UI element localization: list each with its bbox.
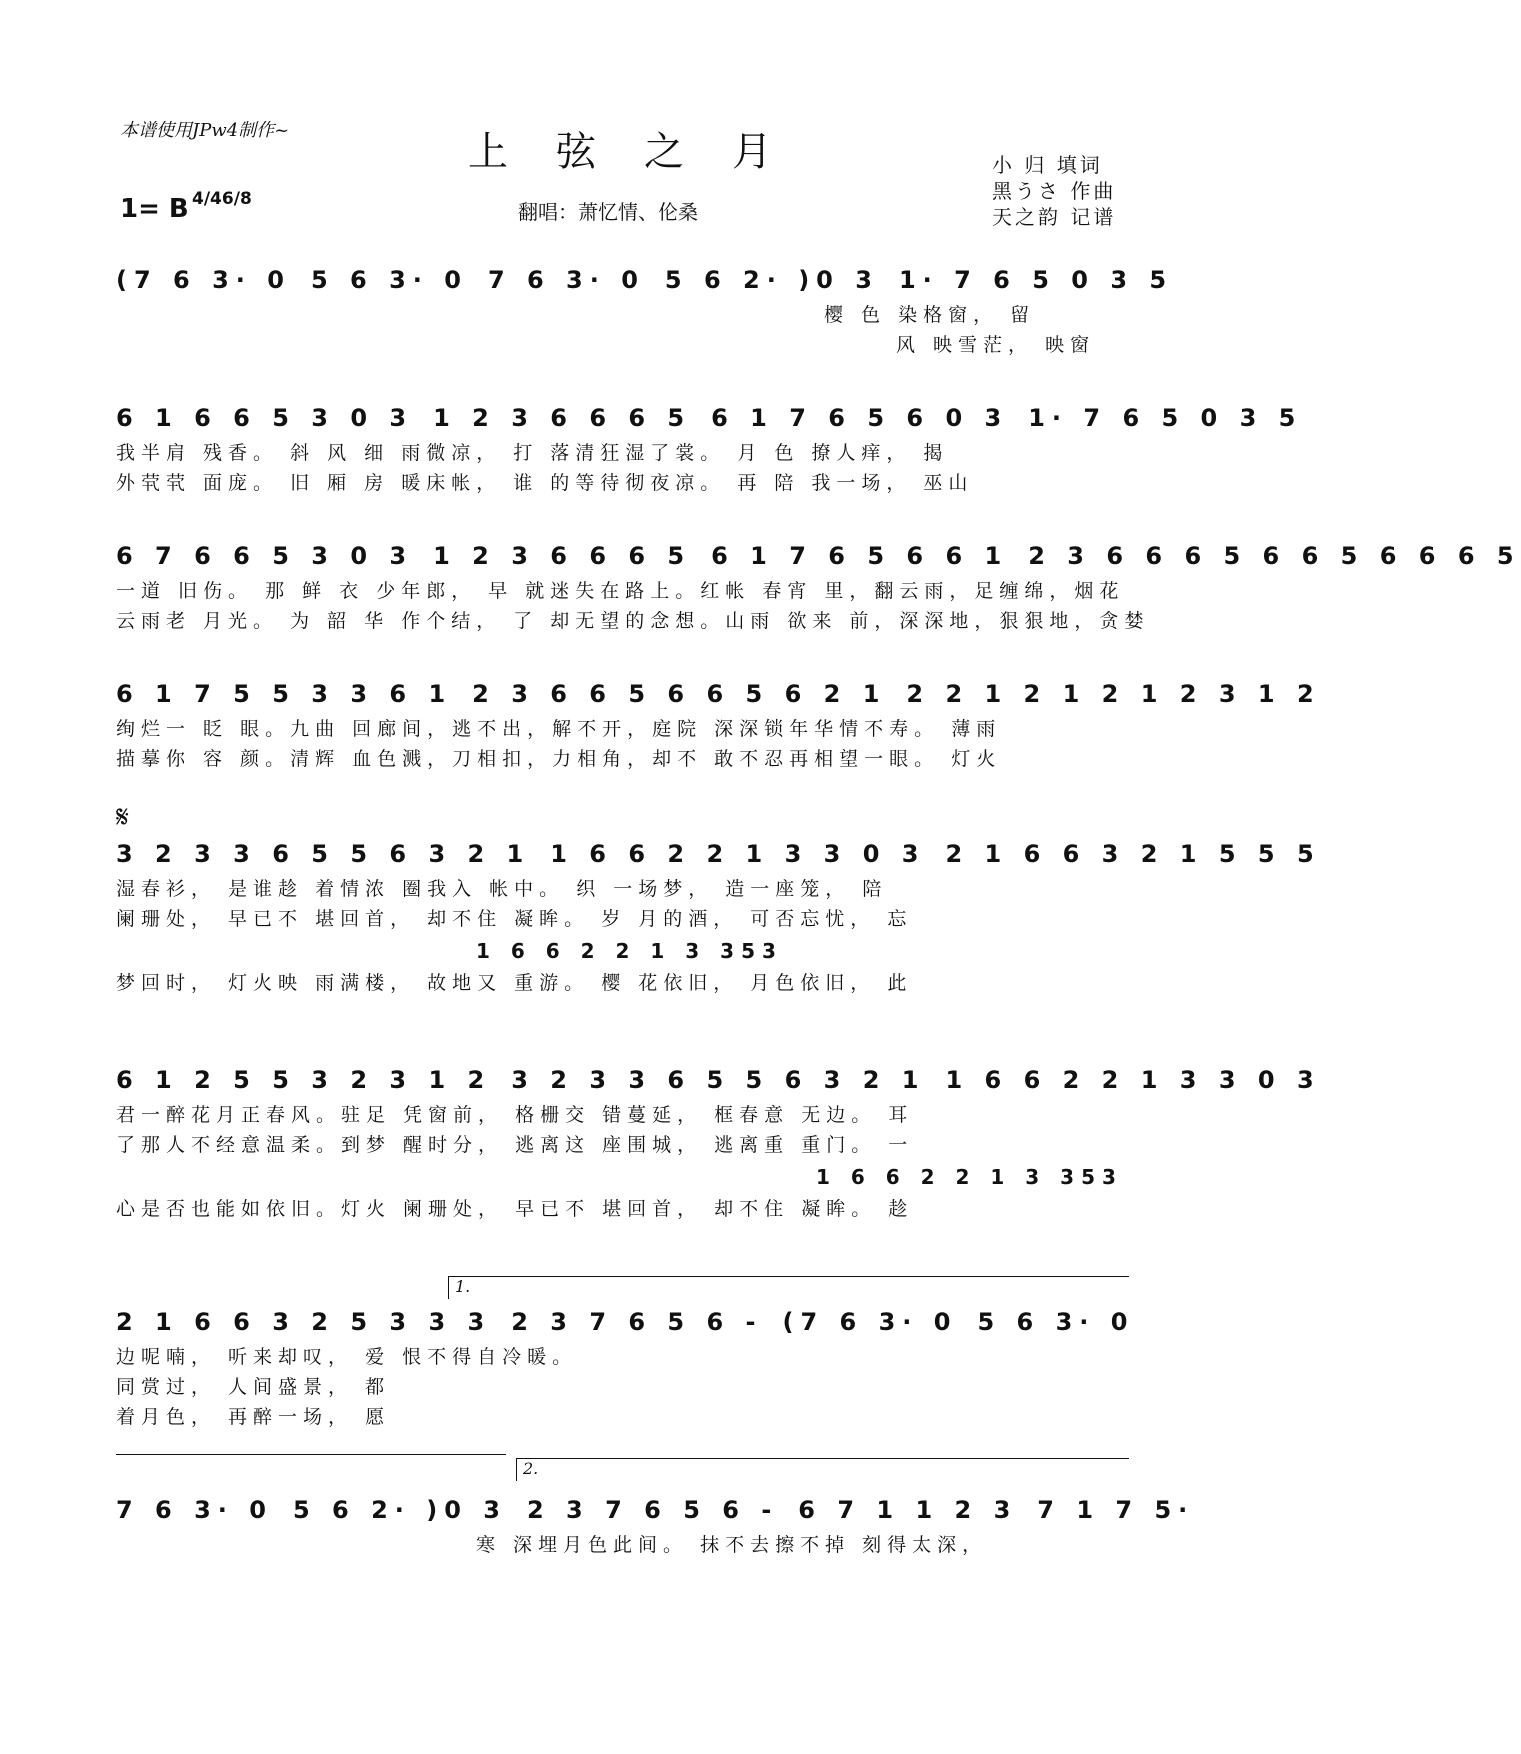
measure: 1 6 6 2 2 1 3 3 0 3	[945, 1066, 1321, 1094]
lyric-verse-1: 樱 色 染格窗， 留	[824, 304, 1036, 326]
lyric-verse-2: 阑珊处， 早已不 堪回首， 却不住 凝眸。 岁 月的酒， 可否忘忧， 忘	[116, 908, 913, 930]
lyric-verse-1: 绚烂一 眨 眼。九曲 回廊间，逃不出，解不开，庭院 深深锁年华情不寿。 薄雨	[116, 718, 1002, 740]
alternate-notation-line	[116, 1160, 1126, 1194]
measure: 5 6 2· )0 3	[292, 1496, 507, 1524]
measure: 5 6 2· )0 3	[664, 266, 879, 294]
measure: 3 2 3 3 6 5 5 6 3 2 1	[116, 840, 531, 868]
alternate-measure: 1 6 6 2 2 1 3 353	[476, 939, 783, 963]
time-signature-b: 6/8	[221, 189, 252, 209]
measure: 2 3 7 6 5 6 -	[527, 1496, 779, 1524]
song-title: 上弦之月	[468, 129, 820, 175]
staff-system-8	[116, 1490, 1195, 1560]
staff-system-5	[116, 800, 1321, 998]
lyric-verse-2: 风 映雪茫， 映窗	[896, 334, 1096, 356]
notation-line	[116, 398, 1303, 438]
lyric-verse-1: 君一醉花月正春风。驻足 凭窗前， 格栅交 错蔓延， 框春意 无边。 耳	[116, 1104, 914, 1126]
measure: 6 1 6 6 5 3 0 3	[116, 404, 414, 432]
measure: 1 2 3 6 6 6 5	[433, 404, 692, 432]
first-ending-bracket	[448, 1276, 1129, 1299]
lyric-verse-3: 梦回时， 灯火映 雨满楼， 故地又 重游。 樱 花依旧， 月色依旧， 此	[116, 972, 913, 994]
staff-system-1	[116, 260, 1174, 360]
measure: 6 1 7 5 5 3 3 6 1	[116, 680, 453, 708]
lyric-verse-2: 描摹你 容 颜。清辉 血色溅，刀相扣，力相角，却不 敢不忍再相望一眼。 灯火	[116, 748, 1002, 770]
lyric-verse-2: 云雨老 月光。 为 韶 华 作个结， 了 却无望的念想。山雨 欲来 前，深深地，狠狠地，贪婪	[116, 610, 1150, 632]
measure: 2 3 7 6 5 6 -	[511, 1308, 763, 1336]
lyric-verse-1: 我半肩 残香。 斜 风 细 雨微凉， 打 落清狂湿了裳。 月 色 撩人痒， 揭	[116, 442, 949, 464]
notation-line	[116, 1060, 1321, 1100]
alternate-notation-line	[116, 934, 1126, 968]
measure: 1 2 3 6 6 6 5	[433, 542, 692, 570]
credits-block	[992, 152, 1116, 230]
lyricist-credit: 小 归 填词	[992, 153, 1103, 177]
measure: 6 7 1 1 2 3	[798, 1496, 1018, 1524]
singer-credit: 翻唱：萧忆情、伦桑	[518, 200, 698, 224]
measure: 3 2 3 3 6 5 5 6 3 2 1	[511, 1066, 926, 1094]
staff-system-4	[116, 674, 1321, 774]
notation-line	[116, 834, 1321, 874]
lyric-verse-3: 心是否也能如依旧。灯火 阑珊处， 早已不 堪回首， 却不住 凝眸。 趁	[116, 1198, 914, 1220]
lyric-verse-2: 同赏过， 人间盛景， 都	[116, 1376, 391, 1398]
alternate-measure: 1 6 6 2 2 1 3 353	[816, 1165, 1123, 1189]
notation-line	[116, 536, 1521, 576]
transcriber-credit: 天之韵 记谱	[992, 205, 1117, 229]
measure: 2 1 6 6 3 2 5 3 3 3	[116, 1308, 492, 1336]
measure: 6 1 2 5 5 3 2 3 1 2	[116, 1066, 492, 1094]
first-ending-continuation	[116, 1454, 506, 1455]
software-credit-note: 本谱使用JPw4制作~	[120, 120, 290, 141]
staff-system-6	[116, 1060, 1321, 1224]
segno-sign: 𝄋	[116, 800, 129, 835]
second-ending-label: 2.	[523, 1459, 539, 1478]
measure: 7 6 3· 0	[116, 1496, 273, 1524]
staff-system-7	[116, 1302, 1135, 1432]
composer-credit: 黑うさ 作曲	[992, 179, 1117, 203]
staff-system-2	[116, 398, 1303, 498]
lyric-verse-2: 外茕茕 面庞。 旧 厢 房 暖床帐， 谁 的等待彻夜凉。 再 陪 我一场， 巫山	[116, 472, 974, 494]
measure: 2 1 6 6 3 2 1 5 5 5	[945, 840, 1321, 868]
notation-line	[116, 1302, 1135, 1342]
lyric-verse-1: 边呢喃， 听来却叹， 爱 恨不得自冷暖。	[116, 1346, 578, 1368]
measure: (7 6 3· 0	[782, 1308, 958, 1336]
lyric-verse-3: 着月色， 再醉一场， 愿	[116, 1406, 391, 1428]
measure: 2 2 1 2 1 2 1 2 3 1 2	[906, 680, 1321, 708]
measure: (7 6 3· 0	[116, 266, 291, 294]
measure: 1· 7 6 5 0 3 5	[1028, 404, 1303, 432]
measure: 6 1 7 6 5 6 6 1	[711, 542, 1009, 570]
time-signatures	[192, 189, 252, 209]
lyric-verse-2: 了那人不经意温柔。到梦 醒时分， 逃离这 座围城， 逃离重 重门。 一	[116, 1134, 914, 1156]
measure: 1 6 6 2 2 1 3 3 0 3	[550, 840, 926, 868]
measure: 2 3 6 6 5 6 6 5 6 2 1	[472, 680, 887, 708]
notation-line	[116, 260, 1174, 300]
lyric-verse-1: 寒 深埋月色此间。 抹不去擦不掉 刻得太深，	[476, 1534, 988, 1556]
measure: 5 6 3· 0	[310, 266, 468, 294]
staff-system-3	[116, 536, 1521, 636]
notation-line	[116, 674, 1321, 714]
measure: 7 1 7 5·	[1037, 1496, 1195, 1524]
second-ending-bracket	[516, 1458, 1129, 1481]
lyric-verse-1: 湿春衫， 是谁趁 着情浓 圈我入 帐中。 织 一场梦， 造一座笼， 陪	[116, 878, 888, 900]
notation-line	[116, 1490, 1195, 1530]
time-signature-a: 4/4	[192, 189, 222, 209]
lyric-verse-1: 一道 旧伤。 那 鲜 衣 少年郎， 早 就迷失在路上。红帐 春宵 里，翻云雨，足缠绵，烟花	[116, 580, 1125, 602]
measure: 6 7 6 6 5 3 0 3	[116, 542, 414, 570]
measure: 7 6 3· 0	[487, 266, 645, 294]
measure: 6 1 7 6 5 6 0 3	[711, 404, 1009, 432]
measure: 5 6 3· 0	[977, 1308, 1135, 1336]
measure: 1· 7 6 5 0 3 5	[898, 266, 1174, 294]
measure: 2 3 6 6 6 5 6 6 5 6 6 6 5	[1028, 542, 1521, 570]
key-signature: 1= B	[120, 194, 189, 224]
first-ending-label: 1.	[455, 1277, 471, 1296]
